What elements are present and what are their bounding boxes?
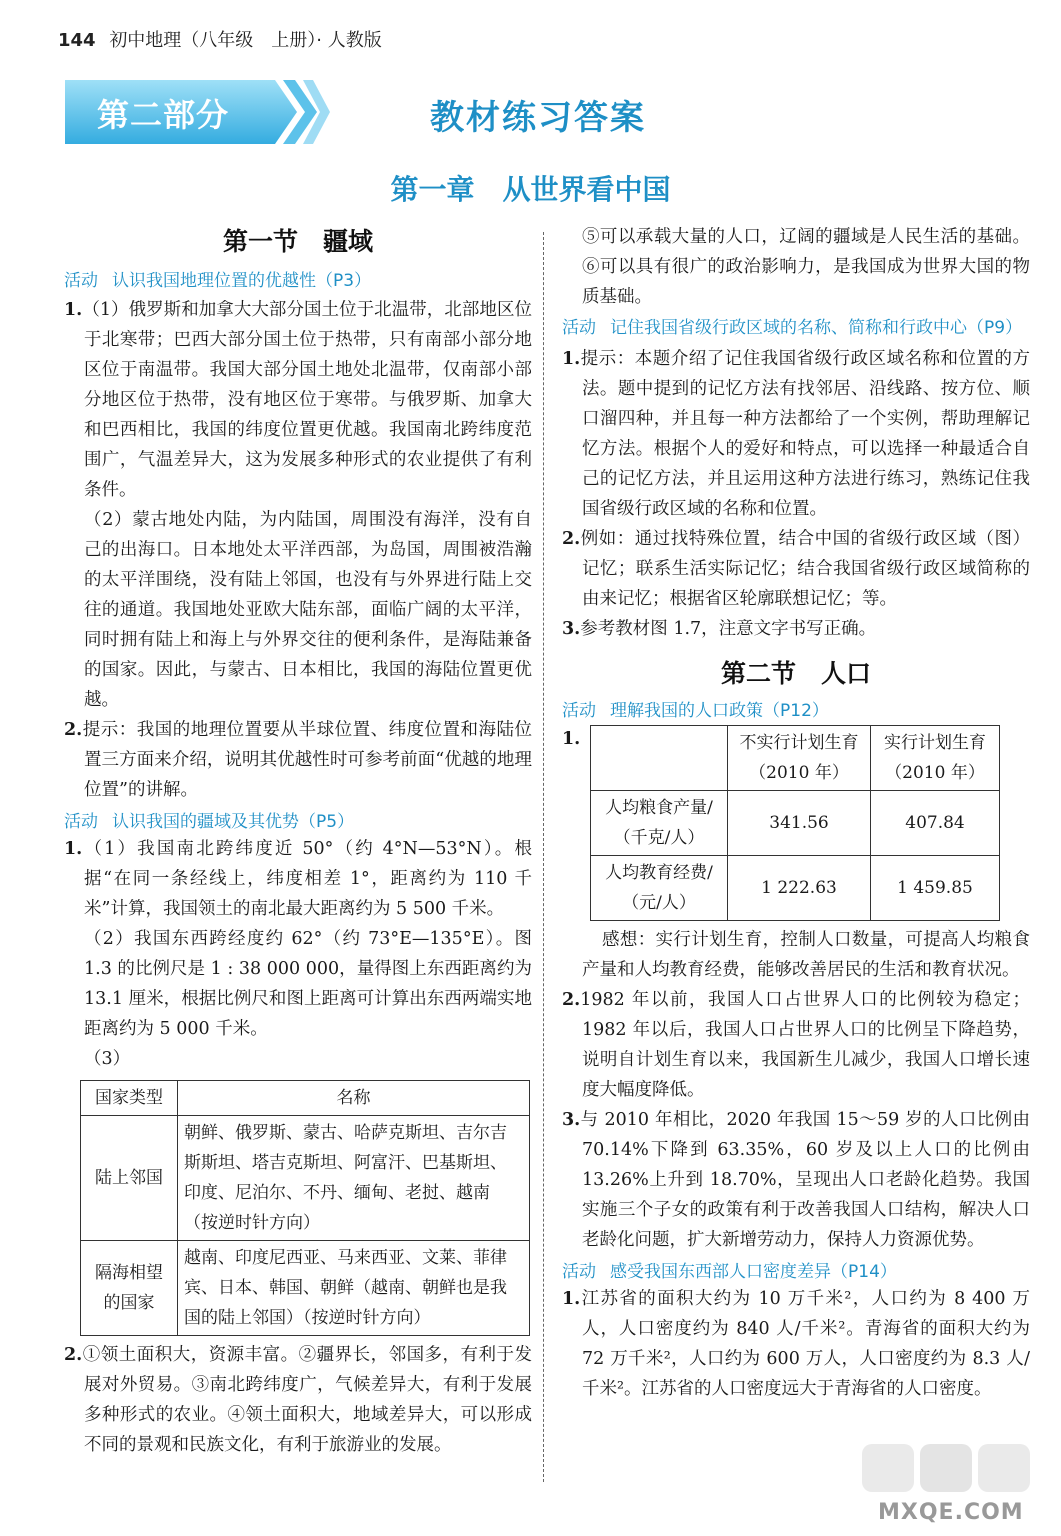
activity-heading — [562, 1257, 1030, 1282]
answer-item: 3.与 2010 年相比，2020 年我国 15～59 岁的人口比例由 70.14%下降到 63.35%，60 岁及以上人口的比例由 13.26%上升到 18.70%，呈现出人口老龄化趋势。我国实施三个子女的政策有利于改善我国人口结构，解决人口老龄化问题，扩大新增劳动力，保持人力资源优势。 — [562, 1110, 1030, 1250]
answer-paragraph: （3） — [84, 1049, 131, 1069]
page-number: 144 — [58, 30, 96, 51]
table-cell: 越南、印度尼西亚、马来西亚、文莱、菲律宾、日本、韩国、朝鲜（越南、朝鲜也是我国的陆上邻国）（按逆时针方向） — [178, 1241, 530, 1336]
part-label: 第二部分 — [97, 96, 230, 134]
answer-item: 2.提示：我国的地理位置要从半球位置、纬度位置和海陆位置三方面来介绍，说明其优越性时可参考前面“优越的地理位置”的讲解。 — [64, 720, 532, 800]
table-header: 名称 — [178, 1081, 530, 1116]
watermark-tile — [862, 1444, 914, 1492]
activity-title: 认识我国的疆域及其优势（P5） — [112, 812, 355, 832]
activity-heading — [64, 807, 532, 832]
table-header: 不实行计划生育（2010 年） — [728, 726, 871, 791]
answer-item: 2.1982 年以前，我国人口占世界人口的比例较为稳定；1982 年以后，我国人口占世界人口的比例呈下降趋势，说明自计划生育以来，我国新生儿减少，我国人口增长速度大幅度降低。 — [562, 990, 1030, 1100]
activity-label: 活动 — [64, 812, 98, 832]
table-cell: 人均教育经费/（元/人） — [591, 856, 728, 921]
answer-paragraph: ⑤可以承载大量的人口，辽阔的疆域是人民生活的基础。⑥可以具有很广的政治影响力，是我国成为世界大国的物质基础。 — [582, 227, 1030, 307]
activity-title: 认识我国地理位置的优越性（P3） — [112, 271, 372, 291]
table-cell: 1 222.63 — [728, 856, 871, 921]
main-title: 教材练习答案 — [430, 98, 646, 138]
answer-block — [64, 295, 532, 805]
activity-heading — [562, 696, 1030, 721]
activity-heading — [562, 314, 1030, 342]
answer-block — [64, 1340, 532, 1460]
table-cell: 人均粮食产量/（千克/人） — [591, 791, 728, 856]
left-column — [64, 222, 532, 1460]
answer-block — [562, 222, 1030, 312]
table-cell: 407.84 — [871, 791, 1000, 856]
answer-item: 1.（1）我国南北跨纬度近 50°（约 4°N—53°N）。根据“在同一条经线上，纬度相差 1°，距离约为 110 千米”计算，我国领土的南北最大距离约为 5 500 千米。 — [64, 839, 532, 919]
neighbors-table — [80, 1080, 530, 1336]
page-header — [58, 26, 382, 52]
answer-item: 2.①领土面积大，资源丰富。②疆界长，邻国多，有利于发展对外贸易。③南北跨纬度广，气候差异大，有利于发展多种形式的农业。④领土面积大，地域差异大，可以形成不同的景观和民族文化，有利于旅游业的发展。 — [64, 1345, 532, 1455]
table-cell: 1 459.85 — [871, 856, 1000, 921]
activity-heading — [64, 266, 532, 291]
answer-block — [562, 1284, 1030, 1404]
activity-title: 感受我国东西部人口密度差异（P14） — [610, 1262, 897, 1282]
table-cell: 341.56 — [728, 791, 871, 856]
right-column — [562, 222, 1030, 1404]
table-cell: 隔海相望的国家 — [81, 1241, 178, 1336]
table-cell: 朝鲜、俄罗斯、蒙古、哈萨克斯坦、吉尔吉斯斯坦、塔吉克斯坦、阿富汗、巴基斯坦、印度、尼泊尔、不丹、缅甸、老挝、越南（按逆时针方向） — [178, 1116, 530, 1241]
answer-item: 1.（1）俄罗斯和加拿大大部分国土位于北温带，北部地区位于北寒带；巴西大部分国土位于热带，只有南部小部分地区位于南温带。我国大部分国土地处北温带，仅南部小部分地区位于热带，没有地区位于寒带。与俄罗斯、加拿大和巴西相比，我国的纬度位置更优越。我国南北跨纬度范围广，气温差异大，这为发展多种形式的农业提供了有利条件。 — [64, 300, 532, 500]
chapter-title: 第一章 从世界看中国 — [390, 173, 671, 206]
book-title: 初中地理（八年级 上册）· 人教版 — [109, 30, 382, 51]
activity-label: 活动 — [562, 318, 596, 338]
answer-paragraph: （2）蒙古地处内陆，为内陆国，周围没有海洋，没有自己的出海口。日本地处太平洋西部，为岛国，周围被浩瀚的太平洋围绕，没有陆上邻国，也没有与外界进行陆上交往的通道。我国地处亚欧大陆东部，面临广阔的太平洋，同时拥有陆上和海上与外界交往的便利条件，是海陆兼备的国家。因此，与蒙古、日本相比，我国的海陆位置更优越。 — [84, 510, 532, 710]
activity-title: 理解我国的人口政策（P12） — [610, 701, 829, 721]
section-title: 第一节 疆域 — [222, 227, 373, 256]
watermark-tile — [978, 1444, 1030, 1492]
population-table-block — [562, 725, 1030, 921]
table-header: 实行计划生育（2010 年） — [871, 726, 1000, 791]
watermark-text: MXQE.COM — [878, 1500, 1024, 1525]
table-cell: 陆上邻国 — [81, 1116, 178, 1241]
answer-block — [562, 925, 1030, 1255]
activity-title: 记住我国省级行政区域的名称、简称和行政中心（P9） — [610, 318, 1023, 338]
answer-item: 1.江苏省的面积大约为 10 万千米²，人口约为 8 400 万人，人口密度约为 840 人/千米²。青海省的面积大约为 72 万千米²，人口约为 600 万人，人口密度约为 8.3 人/千米²。江苏省的人口密度远大于青海省的人口密度。 — [562, 1289, 1030, 1399]
answer-block — [64, 834, 532, 1074]
watermark-tile — [920, 1444, 972, 1492]
activity-label: 活动 — [562, 1262, 596, 1282]
answer-paragraph: （2）我国东西跨经度约 62°（约 73°E—135°E）。图 1.3 的比例尺是 1 : 38 000 000，量得图上东西距离约为 13.1 厘米，根据比例尺和图上距离可计算出东西两端实地距离约为 5 000 千米。 — [84, 929, 532, 1039]
activity-label: 活动 — [64, 271, 98, 291]
population-table — [590, 725, 1000, 921]
column-divider — [543, 232, 544, 1482]
activity-label: 活动 — [562, 701, 596, 721]
answer-paragraph: 感想：实行计划生育，控制人口数量，可提高人均粮食产量和人均教育经费，能够改善居民的生活和教育状况。 — [582, 930, 1030, 980]
answer-number: 1. — [562, 729, 581, 749]
section-title: 第二节 人口 — [720, 659, 871, 688]
answer-item: 2.例如：通过找特殊位置，结合中国的省级行政区域（图）记忆；联系生活实际记忆；结合我国省级行政区域简称的由来记忆；根据省区轮廓联想记忆；等。 — [562, 529, 1030, 609]
answer-item: 1.提示：本题介绍了记住我国省级行政区域名称和位置的方法。题中提到的记忆方法有找邻居、沿线路、按方位、顺口溜四种，并且每一种方法都给了一个实例，帮助理解记忆方法。根据个人的爱好和特点，可以选择一种最适合自己的记忆方法，并且运用这种方法进行练习，熟练记住我国省级行政区域的名称和位置。 — [562, 349, 1030, 519]
table-header — [591, 726, 728, 791]
answer-block — [562, 344, 1030, 644]
answer-item: 3.参考教材图 1.7，注意文字书写正确。 — [562, 619, 877, 639]
table-header: 国家类型 — [81, 1081, 178, 1116]
